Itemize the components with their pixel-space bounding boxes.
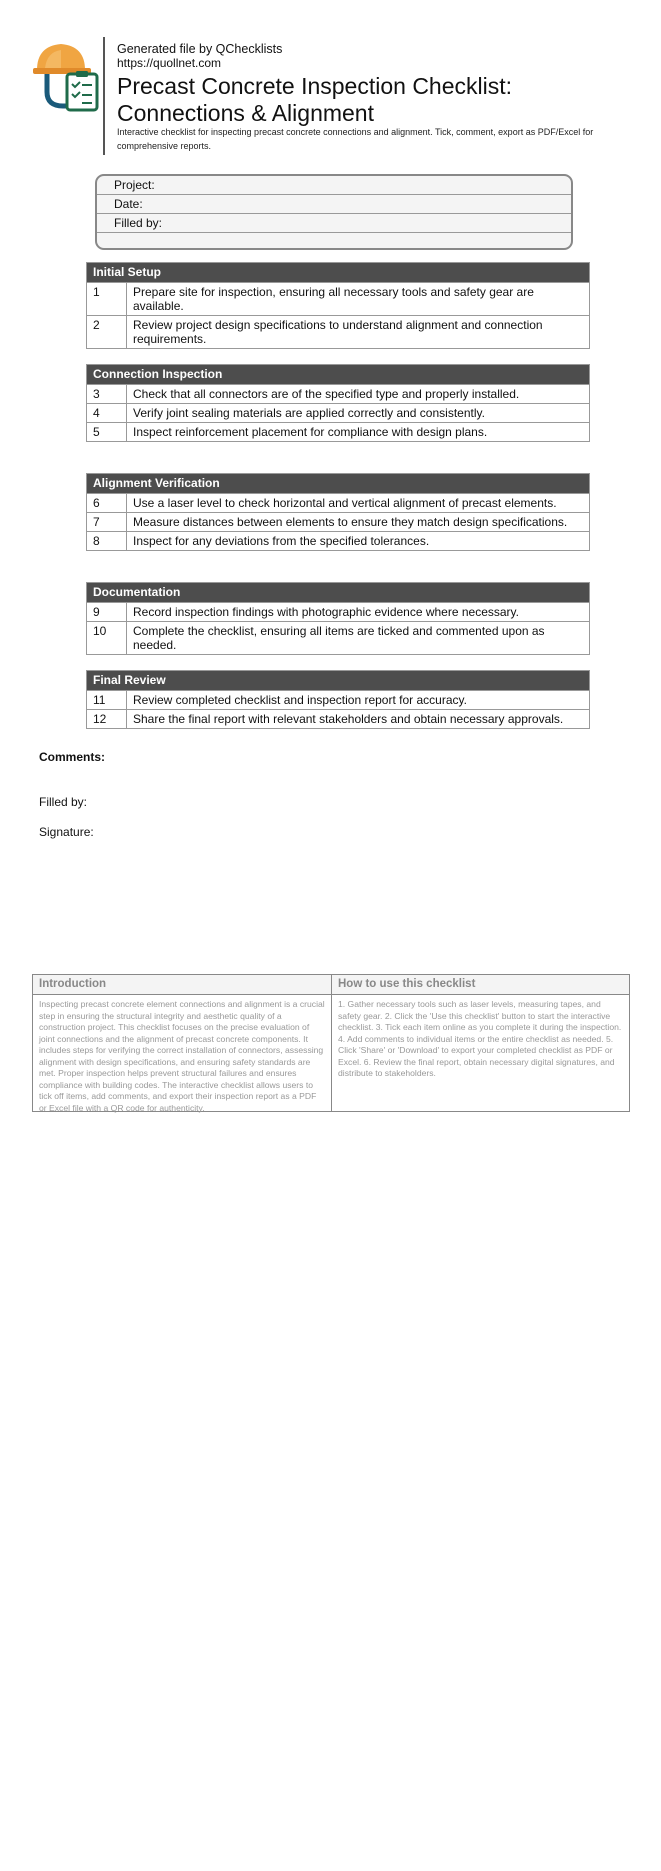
checklist-item[interactable] [87, 493, 589, 512]
item-number: 1 [87, 283, 127, 315]
section-title: Final Review [87, 671, 589, 690]
project-field[interactable] [97, 176, 571, 195]
section-title: Initial Setup [87, 263, 589, 282]
item-text: Review project design specifications to understand alignment and connection requirements. [133, 318, 543, 346]
item-number: 10 [87, 622, 127, 654]
item-number: 5 [87, 423, 127, 441]
item-number: 4 [87, 404, 127, 422]
comments-label: Comments: [39, 750, 106, 764]
how-to-use-heading: How to use this checklist [332, 975, 629, 995]
checklist-item[interactable] [87, 315, 589, 348]
item-number: 9 [87, 603, 127, 621]
item-text: Measure distances between elements to ensure they match design specifications. [133, 515, 568, 529]
item-number: 3 [87, 385, 127, 403]
introduction-text: Inspecting precast concrete element connections and alignment is a crucial step in ensuring the structural integrity and aesthetic quality of a construction project. This checklist focuses on the precise evaluation of joint connections and the alignment of precast concrete components. It includes steps for verifying the correct installation of connectors, assessing alignment with design specifications, and ensuring safety standards are met. Proper inspection helps prevent structural failures and ensures compliance with building codes. The interactive checklist allows users to tick off items, add comments, and export their inspection report as a PDF or Excel file with a QR code for authenticity. [39, 999, 325, 1113]
checklist-item[interactable] [87, 621, 589, 654]
date-field[interactable] [97, 195, 571, 214]
section-title: Alignment Verification [87, 474, 589, 493]
item-number: 8 [87, 532, 127, 550]
item-text: Review completed checklist and inspection report for accuracy. [133, 693, 467, 707]
item-text: Prepare site for inspection, ensuring all necessary tools and safety gear are available. [133, 285, 534, 313]
how-to-use-text: 1. Gather necessary tools such as laser levels, measuring tapes, and safety gear. 2. Click the 'Use this checklist' button to start the interactive checklist. 3. Tick each item online as you complete it during the inspection. 4. Add comments to individual items or the entire checklist as needed. 5. Click 'Share' or 'Download' to export your completed checklist as PDF or Excel. 6. Review the final report, obtain necessary digital signatures, and distribute to stakeholders. [338, 999, 622, 1078]
section-documentation [86, 582, 590, 655]
item-text: Inspect for any deviations from the specified tolerances. [133, 534, 430, 548]
date-label: Date: [114, 197, 143, 211]
item-number: 2 [87, 316, 127, 348]
section-title: Documentation [87, 583, 589, 602]
section-alignment-verification [86, 473, 590, 551]
section-final-review [86, 670, 590, 729]
item-text: Complete the checklist, ensuring all items are ticked and commented upon as needed. [133, 624, 545, 652]
item-text: Inspect reinforcement placement for compliance with design plans. [133, 425, 488, 439]
info-table [32, 974, 630, 1112]
how-to-use-column [331, 975, 629, 1111]
header-divider [103, 37, 105, 155]
hardhat-checklist-logo-icon [33, 40, 103, 112]
page-description: Interactive checklist for inspecting precast concrete connections and alignment. Tick, comment, export as PDF/Excel for comprehensive reports. [117, 127, 594, 151]
checklist-item[interactable] [87, 512, 589, 531]
item-number: 7 [87, 513, 127, 531]
item-text: Record inspection findings with photographic evidence where necessary. [133, 605, 519, 619]
section-connection-inspection [86, 364, 590, 442]
item-text: Share the final report with relevant stakeholders and obtain necessary approvals. [133, 712, 564, 726]
checklist-item[interactable] [87, 403, 589, 422]
checklist-item[interactable] [87, 602, 589, 621]
item-number: 11 [87, 691, 127, 709]
section-initial-setup [86, 262, 590, 349]
checklist-item[interactable] [87, 282, 589, 315]
checklist-item[interactable] [87, 690, 589, 709]
generated-by-text: Generated file by QChecklists [117, 42, 283, 56]
filled-by-signature-label: Filled by: [39, 795, 88, 809]
checklist-item[interactable] [87, 709, 589, 728]
item-text: Verify joint sealing materials are applied correctly and consistently. [133, 406, 485, 420]
introduction-column [33, 975, 331, 1111]
item-number: 12 [87, 710, 127, 728]
item-number: 6 [87, 494, 127, 512]
item-text: Check that all connectors are of the specified type and properly installed. [133, 387, 520, 401]
project-info-box [95, 174, 573, 250]
introduction-heading: Introduction [33, 975, 331, 995]
filled-by-field[interactable] [97, 214, 571, 233]
filled-by-label: Filled by: [114, 216, 163, 230]
source-url[interactable]: https://quollnet.com [117, 56, 222, 70]
signature-label: Signature: [39, 825, 94, 839]
checklist-item[interactable] [87, 384, 589, 403]
project-label: Project: [114, 178, 155, 192]
page-title: Precast Concrete Inspection Checklist: Connections & Alignment [117, 73, 513, 126]
section-title: Connection Inspection [87, 365, 589, 384]
item-text: Use a laser level to check horizontal and vertical alignment of precast elements. [133, 496, 557, 510]
checklist-item[interactable] [87, 422, 589, 441]
checklist-item[interactable] [87, 531, 589, 550]
